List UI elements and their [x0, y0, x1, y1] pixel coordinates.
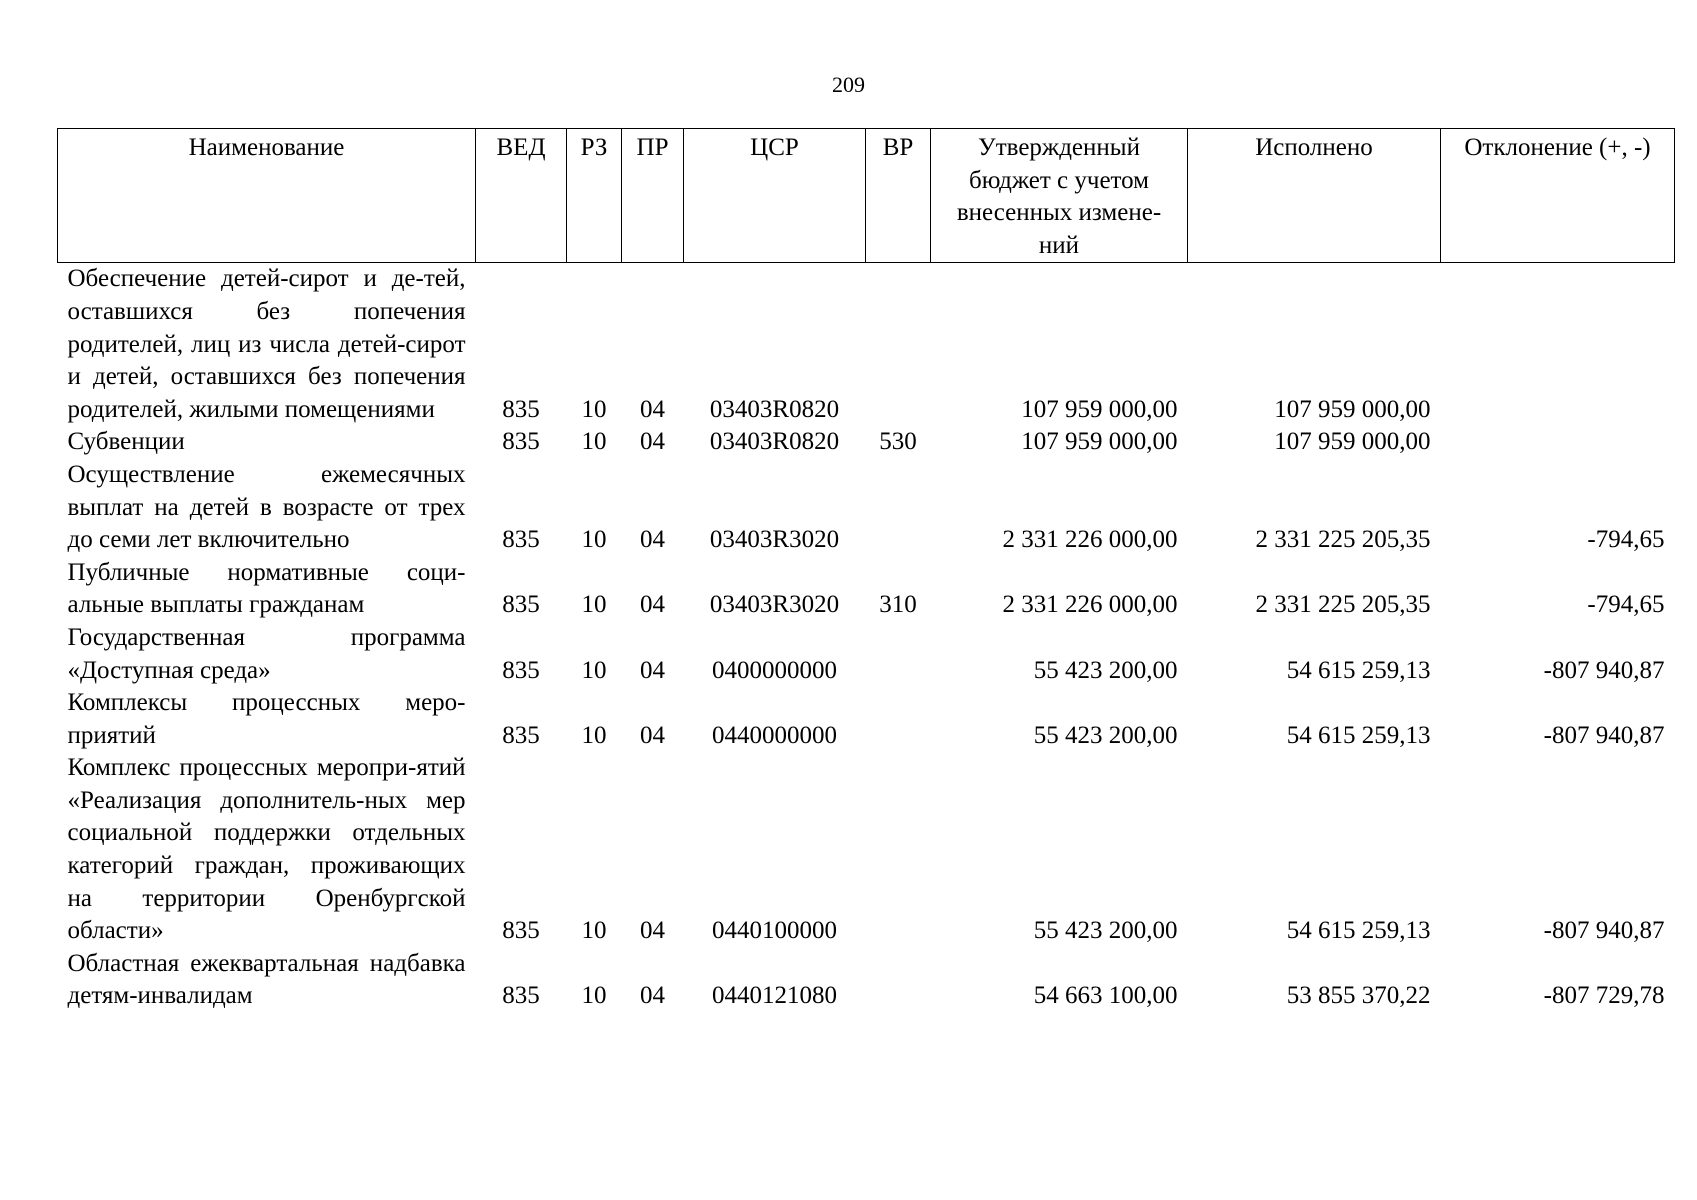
row-deviation [1441, 263, 1675, 426]
row-name: Обеспечение детей-сирот и де-тей, оставшихся без попечения родителей, лиц из числа детей-сирот и детей, оставшихся без попечения родителей, жилыми помещениями [67, 265, 466, 423]
table-row [58, 622, 1675, 687]
header-ved: ВЕД [476, 129, 567, 263]
header-csr: ЦСР [684, 129, 866, 263]
row-csr: 0440100000 [712, 917, 837, 945]
row-pr: 04 [640, 591, 665, 619]
row-csr: 0440000000 [712, 721, 837, 749]
table-row [58, 263, 1675, 426]
row-deviation: -807 729,78 [1543, 982, 1665, 1010]
row-executed: 53 855 370,22 [1286, 982, 1431, 1010]
row-vr [866, 752, 931, 948]
row-vr: 310 [879, 591, 917, 619]
row-rz: 10 [581, 721, 607, 749]
row-csr: 03403R0820 [709, 428, 840, 456]
row-csr: 0440121080 [712, 982, 837, 1010]
row-name: Публичные нормативные соци-альные выплаты гражданам [67, 558, 466, 619]
row-vr: 530 [879, 428, 917, 456]
row-ved: 835 [502, 591, 540, 619]
row-executed: 54 615 259,13 [1286, 656, 1431, 684]
row-rz: 10 [581, 982, 607, 1010]
row-vr [866, 687, 931, 752]
row-pr: 04 [640, 395, 665, 423]
row-executed: 54 615 259,13 [1286, 917, 1431, 945]
row-name: Комплекс процессных меропри-ятий «Реализация дополнитель-ных мер социальной поддержки отдельных категорий граждан, проживающих на территории Оренбургской области» [67, 754, 466, 945]
row-name: Государственная программа «Доступная среда» [67, 623, 466, 684]
table-row [58, 557, 1675, 622]
row-approved: 55 423 200,00 [1033, 721, 1178, 749]
header-rz: РЗ [567, 129, 622, 263]
row-csr: 03403R3020 [709, 526, 840, 554]
row-ved: 835 [502, 526, 540, 554]
row-approved: 2 331 226 000,00 [1002, 591, 1178, 619]
row-deviation: -794,65 [1587, 526, 1665, 554]
header-vr: ВР [866, 129, 931, 263]
table-row [58, 459, 1675, 557]
table-body [58, 263, 1675, 1013]
row-name: Осуществление ежемесячных выплат на детей в возрасте от трех до семи лет включительно [67, 460, 466, 554]
row-deviation: -807 940,87 [1543, 721, 1665, 749]
table-row [58, 948, 1675, 1013]
page-number: 209 [832, 72, 865, 97]
table-row [58, 687, 1675, 752]
row-pr: 04 [640, 721, 665, 749]
table-row [58, 752, 1675, 948]
row-vr [866, 622, 931, 687]
row-deviation [1441, 426, 1675, 459]
row-vr [866, 459, 931, 557]
row-approved: 107 959 000,00 [1021, 428, 1178, 456]
header-pr: ПР [622, 129, 684, 263]
row-rz: 10 [581, 917, 607, 945]
header-approved: Утвержденный бюджет с учетом внесенных измене-ний [931, 129, 1188, 263]
row-deviation: -807 940,87 [1543, 917, 1665, 945]
table-header [58, 129, 1675, 263]
header-name: Наименование [58, 129, 476, 263]
row-executed: 2 331 225 205,35 [1255, 591, 1431, 619]
row-csr: 0400000000 [712, 656, 837, 684]
row-rz: 10 [581, 591, 607, 619]
row-ved: 835 [502, 721, 540, 749]
row-pr: 04 [640, 982, 665, 1010]
header-row [58, 129, 1675, 263]
row-approved: 2 331 226 000,00 [1002, 526, 1178, 554]
row-vr [866, 948, 931, 1013]
row-ved: 835 [502, 428, 540, 456]
row-rz: 10 [581, 395, 607, 423]
row-executed: 107 959 000,00 [1274, 428, 1431, 456]
row-ved: 835 [502, 395, 540, 423]
row-ved: 835 [502, 656, 540, 684]
row-approved: 55 423 200,00 [1033, 656, 1178, 684]
row-rz: 10 [581, 526, 607, 554]
row-executed: 2 331 225 205,35 [1255, 526, 1431, 554]
row-csr: 03403R3020 [709, 591, 840, 619]
row-rz: 10 [581, 428, 607, 456]
table-row [58, 426, 1675, 459]
row-ved: 835 [502, 917, 540, 945]
row-name: Комплексы процессных меро-приятий [67, 689, 466, 749]
row-name: Субвенции [67, 428, 185, 456]
budget-table [57, 128, 1675, 1013]
row-deviation: -794,65 [1587, 591, 1665, 619]
row-vr [866, 263, 931, 426]
row-pr: 04 [640, 428, 665, 456]
row-pr: 04 [640, 526, 665, 554]
row-csr: 03403R0820 [709, 395, 840, 423]
row-pr: 04 [640, 656, 665, 684]
row-executed: 107 959 000,00 [1274, 395, 1431, 423]
row-ved: 835 [502, 982, 540, 1010]
row-approved: 54 663 100,00 [1033, 982, 1178, 1010]
row-approved: 107 959 000,00 [1021, 395, 1178, 423]
row-executed: 54 615 259,13 [1286, 721, 1431, 749]
row-pr: 04 [640, 917, 665, 945]
row-approved: 55 423 200,00 [1033, 917, 1178, 945]
row-deviation: -807 940,87 [1543, 656, 1665, 684]
row-name: Областная ежеквартальная надбавка детям-инвалидам [67, 949, 466, 1010]
header-executed: Исполнено [1188, 129, 1441, 263]
header-deviation: Отклонение (+, -) [1441, 129, 1675, 263]
row-rz: 10 [581, 656, 607, 684]
